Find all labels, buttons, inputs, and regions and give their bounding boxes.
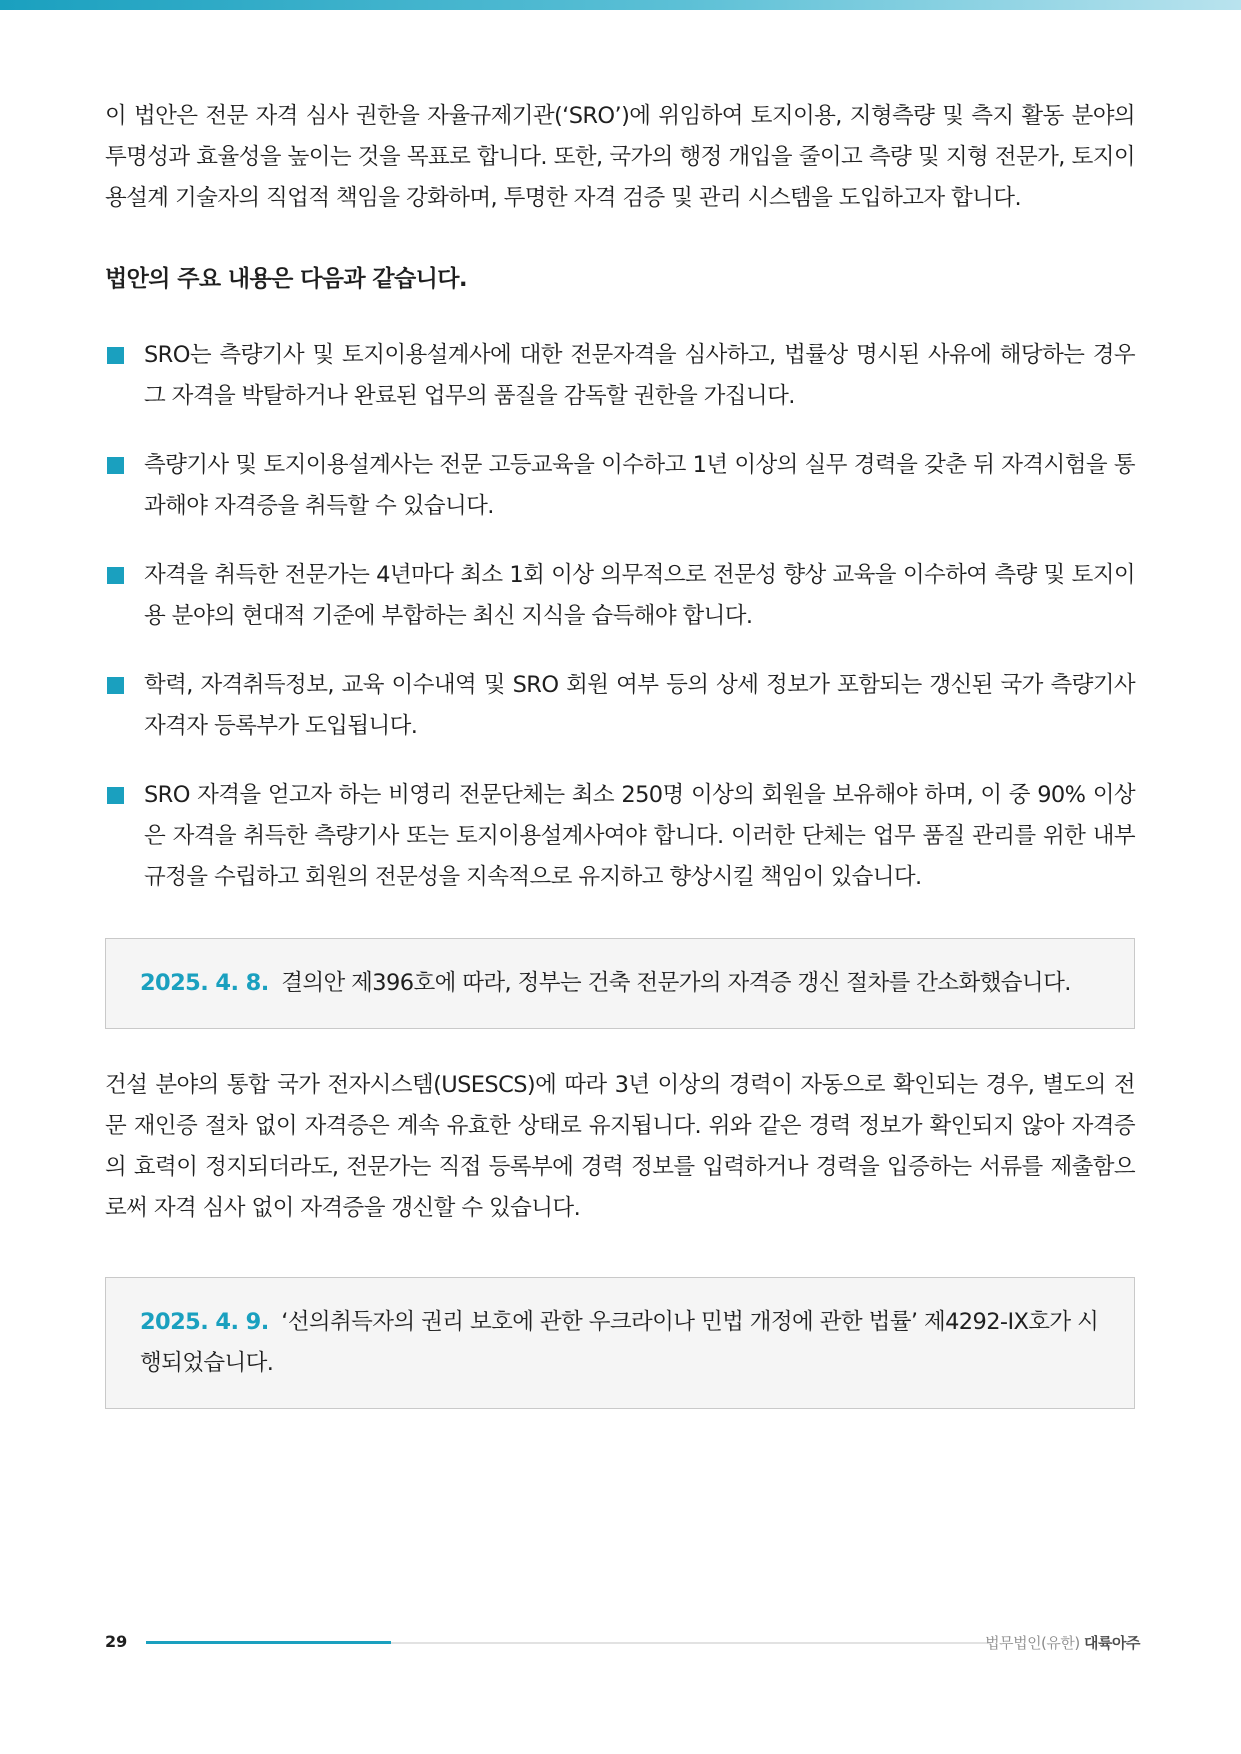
body-paragraph: 건설 분야의 통합 국가 전자시스템(USESCS)에 따라 3년 이상의 경력이 자동으로 확인되는 경우, 별도의 전문 재인증 절차 없이 자격증은 계속 유효한 상태로 유지됩니다. 위와 같은 경력 정보가 확인되지 않아 자격증의 효력이 정지되더라도, 전문가는 직접 등록부에 경력 정보를 입력하거나 경력을 입증하는 서류를 제출함으로써 자격 심사 없이 자격증을 갱신할 수 있습니다.	[105, 1072, 1135, 1221]
square-bullet-icon	[107, 457, 124, 474]
notice-box-resolution	[105, 938, 1135, 1029]
list-item	[105, 445, 1135, 527]
page-footer	[0, 1628, 1241, 1658]
intro-paragraph: 이 법안은 전문 자격 심사 권한을 자율규제기관(‘SRO’)에 위임하여 토지이용, 지형측량 및 측지 활동 분야의 투명성과 효율성을 높이는 것을 목표로 합니다. 또한, 국가의 행정 개입을 줄이고 측량 및 지형 전문가, 토지이용설계 기술자의 직업적 책임을 강화하며, 투명한 자격 검증 및 관리 시스템을 도입하고자 합니다.	[105, 103, 1135, 211]
page-number: 29	[105, 1632, 128, 1651]
firm-name	[985, 1632, 1140, 1653]
key-points-list	[105, 335, 1135, 898]
list-item	[105, 775, 1135, 898]
notice-text: ‘선의취득자의 권리 보호에 관한 우크라이나 민법 개정에 관한 법률’ 제4292-IX호가 시행되었습니다.	[140, 1309, 1099, 1376]
square-bullet-icon	[107, 567, 124, 584]
firm-prefix: 법무법인(유한)	[985, 1634, 1080, 1652]
top-accent-bar	[0, 0, 1241, 10]
list-item-text: 자격을 취득한 전문가는 4년마다 최소 1회 이상 의무적으로 전문성 향상 교육을 이수하여 측량 및 토지이용 분야의 현대적 기준에 부합하는 최신 지식을 습득해야 합니다.	[144, 562, 1135, 629]
notice-date: 2025. 4. 8.	[140, 970, 269, 996]
notice-box-law	[105, 1277, 1135, 1409]
footer-accent-line	[146, 1641, 391, 1644]
list-item-text: SRO 자격을 얻고자 하는 비영리 전문단체는 최소 250명 이상의 회원을 보유해야 하며, 이 중 90% 이상은 자격을 취득한 측량기사 또는 토지이용설계사여야 합니다. 이러한 단체는 업무 품질 관리를 위한 내부 규정을 수립하고 회원의 전문성을 지속적으로 유지하고 향상시킬 책임이 있습니다.	[144, 782, 1135, 890]
page-content	[105, 96, 1135, 1409]
square-bullet-icon	[107, 347, 124, 364]
square-bullet-icon	[107, 787, 124, 804]
notice-text: 결의안 제396호에 따라, 정부는 건축 전문가의 자격증 갱신 절차를 간소화했습니다.	[281, 970, 1071, 996]
list-item-text: SRO는 측량기사 및 토지이용설계사에 대한 전문자격을 심사하고, 법률상 명시된 사유에 해당하는 경우 그 자격을 박탈하거나 완료된 업무의 품질을 감독할 권한을 가집니다.	[144, 342, 1135, 409]
list-item	[105, 335, 1135, 417]
list-item-text: 측량기사 및 토지이용설계사는 전문 고등교육을 이수하고 1년 이상의 실무 경력을 갖춘 뒤 자격시험을 통과해야 자격증을 취득할 수 있습니다.	[144, 452, 1135, 519]
square-bullet-icon	[107, 677, 124, 694]
list-item	[105, 665, 1135, 747]
list-item	[105, 555, 1135, 637]
firm-brand: 대륙아주	[1084, 1634, 1140, 1652]
notice-date: 2025. 4. 9.	[140, 1309, 269, 1335]
section-heading: 법안의 주요 내용은 다음과 같습니다.	[105, 266, 468, 292]
list-item-text: 학력, 자격취득정보, 교육 이수내역 및 SRO 회원 여부 등의 상세 정보가 포함되는 갱신된 국가 측량기사 자격자 등록부가 도입됩니다.	[144, 672, 1135, 739]
